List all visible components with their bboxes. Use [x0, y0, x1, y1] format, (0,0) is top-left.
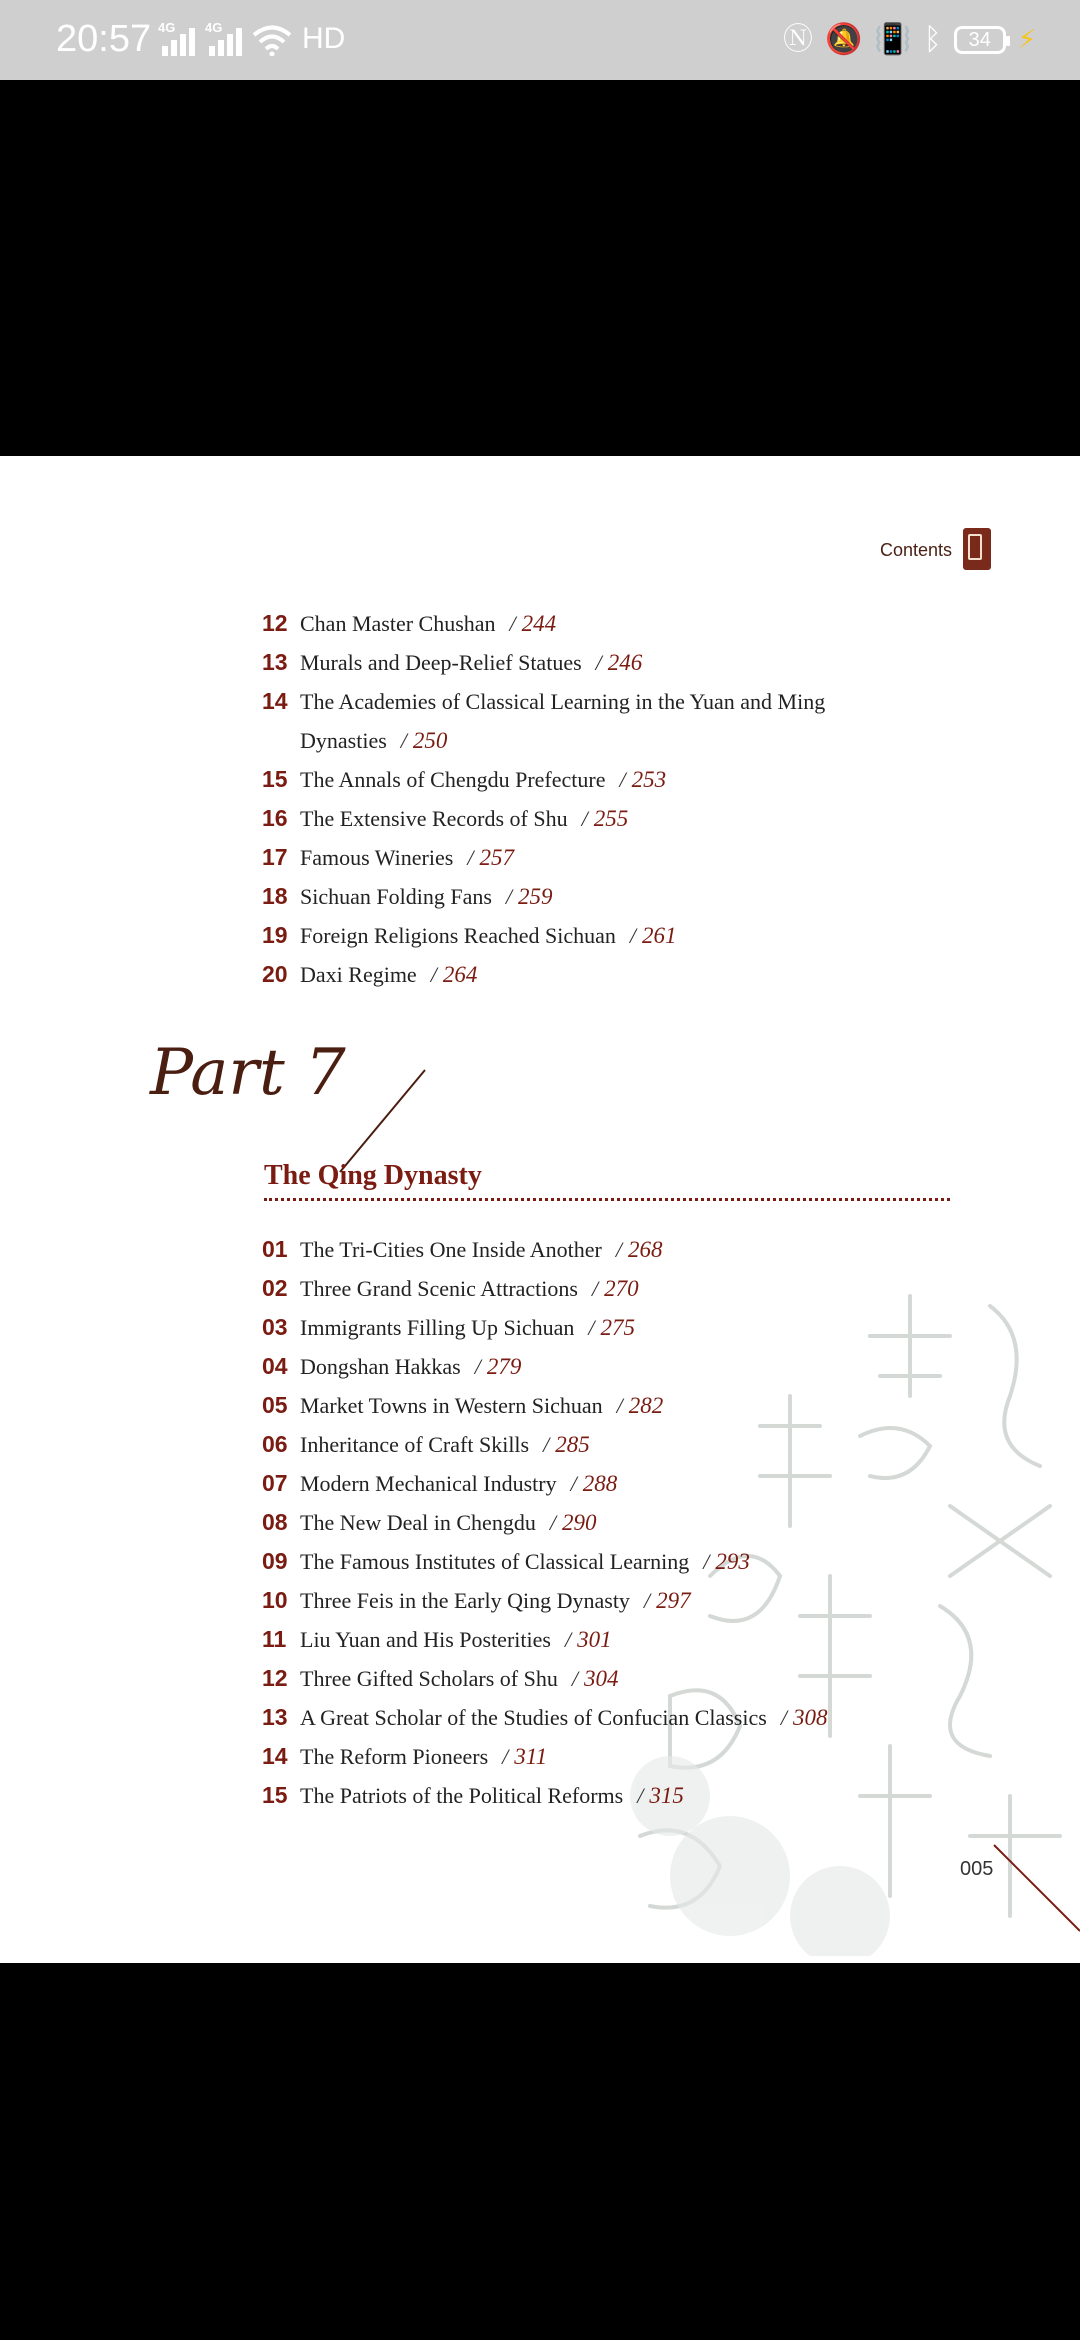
toc-separator: / — [502, 1744, 509, 1769]
toc-item-title: Daxi Regime — [300, 962, 417, 987]
toc-item-page: 255 — [593, 806, 629, 831]
toc-item[interactable] — [262, 1737, 827, 1776]
toc-item-number: 03 — [262, 1314, 288, 1340]
toc-item-title-continued: Dynasties — [300, 728, 387, 753]
toc-item-title: Three Gifted Scholars of Shu — [300, 1666, 558, 1691]
toc-item[interactable] — [262, 604, 825, 643]
toc-item-title: Murals and Deep-Relief Statues — [300, 650, 582, 675]
toc-item[interactable] — [262, 1308, 827, 1347]
toc-item-page: 285 — [555, 1432, 590, 1457]
toc-item[interactable] — [262, 1464, 827, 1503]
toc-item[interactable] — [262, 955, 825, 994]
toc-item-number: 13 — [262, 649, 288, 675]
toc-separator: / — [780, 1705, 787, 1730]
status-right-icons — [783, 22, 1036, 58]
toc-separator: / — [543, 1432, 550, 1457]
toc-separator: / — [591, 1276, 599, 1301]
toc-item-page: 282 — [628, 1393, 664, 1418]
toc-item-number: 08 — [262, 1509, 288, 1535]
toc-item-page: 261 — [642, 923, 677, 948]
toc-item[interactable] — [262, 682, 825, 760]
nfc-icon: Ⓝ — [783, 22, 814, 57]
toc-item-page: 268 — [628, 1237, 663, 1262]
toc-separator: / — [509, 611, 516, 636]
battery-icon — [954, 26, 1006, 54]
seal-icon — [963, 528, 991, 570]
vibrate-icon: 📳 — [874, 22, 912, 57]
toc-separator: / — [703, 1549, 710, 1574]
toc-item-number: 09 — [262, 1548, 288, 1574]
toc-item-number: 07 — [262, 1470, 288, 1496]
toc-item[interactable] — [262, 1347, 827, 1386]
toc-item-number: 17 — [262, 844, 288, 870]
toc-item[interactable] — [262, 1503, 827, 1542]
toc-item[interactable] — [262, 838, 825, 877]
toc-item-number: 01 — [262, 1236, 288, 1262]
toc-separator: / — [643, 1588, 651, 1613]
hd-indicator: HD — [302, 22, 346, 55]
toc-separator: / — [571, 1666, 578, 1691]
battery-level: 34 — [968, 28, 991, 51]
toc-item-page: 264 — [442, 962, 478, 987]
toc-item-number: 11 — [262, 1626, 287, 1652]
toc-item-title: Famous Wineries — [300, 845, 454, 870]
toc-item-page: 246 — [607, 650, 643, 675]
toc-item-title: Modern Mechanical Industry — [300, 1471, 557, 1496]
signal-icon — [205, 20, 242, 56]
toc-item-title: Three Feis in the Early Qing Dynasty — [300, 1588, 630, 1613]
network-tag: 4G — [205, 20, 223, 35]
toc-item-title: Immigrants Filling Up Sichuan — [300, 1315, 575, 1340]
toc-item-number: 14 — [262, 1743, 288, 1769]
section-title: The Qing Dynasty — [264, 1160, 482, 1191]
mute-icon: 🔕 — [825, 22, 863, 57]
toc-separator: / — [570, 1471, 577, 1496]
toc-item-page: 288 — [582, 1471, 618, 1496]
toc-item-number: 12 — [262, 1665, 288, 1691]
toc-item-page: 253 — [631, 767, 667, 792]
toc-item-title: Dongshan Hakkas — [300, 1354, 461, 1379]
bluetooth-icon: ᛒ — [923, 22, 942, 57]
toc-item-title: The Patriots of the Political Reforms — [300, 1783, 624, 1808]
toc-item[interactable] — [262, 1542, 827, 1581]
toc-item-number: 02 — [262, 1275, 288, 1301]
toc-separator: / — [564, 1627, 572, 1652]
toc-item[interactable] — [262, 643, 825, 682]
toc-item-title: Chan Master Chushan — [300, 611, 496, 636]
toc-item-title: Foreign Religions Reached Sichuan — [300, 923, 616, 948]
toc-item[interactable] — [262, 1230, 827, 1269]
toc-item[interactable] — [262, 1659, 827, 1698]
toc-item[interactable] — [262, 1776, 827, 1815]
toc-item-page: 308 — [792, 1705, 828, 1730]
toc-item-page: 297 — [656, 1588, 691, 1613]
toc-item-page: 250 — [412, 728, 448, 753]
toc-separator: / — [619, 767, 626, 792]
toc-item-title: Market Towns in Western Sichuan — [300, 1393, 603, 1418]
toc-item[interactable] — [262, 1620, 827, 1659]
toc-item-number: 15 — [262, 1782, 288, 1808]
toc-item[interactable] — [262, 1581, 827, 1620]
toc-item-number: 13 — [262, 1704, 288, 1730]
toc-item-page: 293 — [715, 1549, 750, 1574]
toc-item-title: The Tri-Cities One Inside Another — [300, 1237, 602, 1262]
status-left-icons — [158, 22, 345, 56]
toc-item-title: The Academies of Classical Learning in the Yuan and Ming — [300, 689, 826, 714]
toc-separator: / — [467, 845, 474, 870]
toc-separator: / — [629, 923, 637, 948]
toc-item-number: 19 — [262, 922, 288, 948]
section-divider — [264, 1198, 950, 1201]
toc-item-page: 290 — [561, 1510, 597, 1535]
toc-item-title: Liu Yuan and His Posterities — [300, 1627, 551, 1652]
toc-item[interactable] — [262, 1269, 827, 1308]
toc-item-title: Sichuan Folding Fans — [300, 884, 492, 909]
toc-item-page: 311 — [514, 1744, 548, 1769]
toc-separator: / — [430, 962, 437, 987]
toc-item-number: 20 — [262, 961, 288, 987]
toc-item-page: 244 — [521, 611, 557, 636]
toc-item-page: 279 — [486, 1354, 522, 1379]
toc-item-title: The New Deal in Chengdu — [300, 1510, 536, 1535]
toc-item-page: 315 — [649, 1783, 684, 1808]
toc-item-title: Inheritance of Craft Skills — [300, 1432, 530, 1457]
toc-item-number: 05 — [262, 1392, 288, 1418]
toc-list-bottom — [262, 1230, 827, 1815]
toc-item-title: The Famous Institutes of Classical Learning — [300, 1549, 690, 1574]
toc-item-title: The Extensive Records of Shu — [300, 806, 568, 831]
toc-item-number: 04 — [262, 1353, 288, 1379]
wifi-icon — [252, 24, 292, 56]
toc-item[interactable] — [262, 799, 825, 838]
toc-item-title: The Annals of Chengdu Prefecture — [300, 767, 606, 792]
toc-item[interactable] — [262, 1386, 827, 1425]
toc-item-number: 16 — [262, 805, 288, 831]
toc-item[interactable] — [262, 760, 825, 799]
status-time: 20:57 — [56, 18, 152, 60]
toc-item-page: 270 — [604, 1276, 639, 1301]
toc-item-page: 301 — [577, 1627, 612, 1652]
toc-item[interactable] — [262, 877, 825, 916]
toc-item-title: Three Grand Scenic Attractions — [300, 1276, 578, 1301]
corner-slash-decoration — [990, 1841, 1080, 1951]
toc-item-page: 275 — [600, 1315, 636, 1340]
toc-separator: / — [588, 1315, 595, 1340]
charging-icon: ⚡ — [1017, 25, 1036, 55]
toc-item-number: 10 — [262, 1587, 288, 1613]
toc-item[interactable] — [262, 1698, 827, 1737]
toc-item-title: A Great Scholar of the Studies of Confucian Classics — [300, 1705, 767, 1730]
toc-separator: / — [474, 1354, 481, 1379]
toc-separator: / — [616, 1393, 623, 1418]
toc-item-page: 257 — [479, 845, 514, 870]
toc-item-number: 18 — [262, 883, 288, 909]
toc-separator: / — [595, 650, 602, 675]
toc-list-top — [262, 604, 825, 994]
toc-item-page: 259 — [518, 884, 553, 909]
page-number: 005 — [960, 1858, 994, 1880]
toc-item[interactable] — [262, 1425, 827, 1464]
toc-item-page: 304 — [583, 1666, 619, 1691]
toc-separator: / — [637, 1783, 644, 1808]
toc-separator: / — [581, 806, 588, 831]
toc-item-title: The Reform Pioneers — [300, 1744, 489, 1769]
toc-separator: / — [505, 884, 513, 909]
status-bar — [0, 0, 1080, 80]
toc-separator: / — [615, 1237, 622, 1262]
toc-separator: / — [549, 1510, 556, 1535]
toc-separator: / — [400, 728, 407, 753]
header-contents-label: Contents — [880, 540, 953, 560]
toc-item-number: 15 — [262, 766, 288, 792]
toc-item[interactable] — [262, 916, 825, 955]
part-heading: Part 7 — [150, 1036, 346, 1110]
toc-item-number: 14 — [262, 688, 288, 714]
signal-icon — [158, 20, 195, 56]
toc-item-number: 12 — [262, 610, 288, 636]
toc-item-number: 06 — [262, 1431, 288, 1457]
book-page[interactable] — [0, 456, 1080, 1963]
network-tag: 4G — [158, 20, 176, 35]
